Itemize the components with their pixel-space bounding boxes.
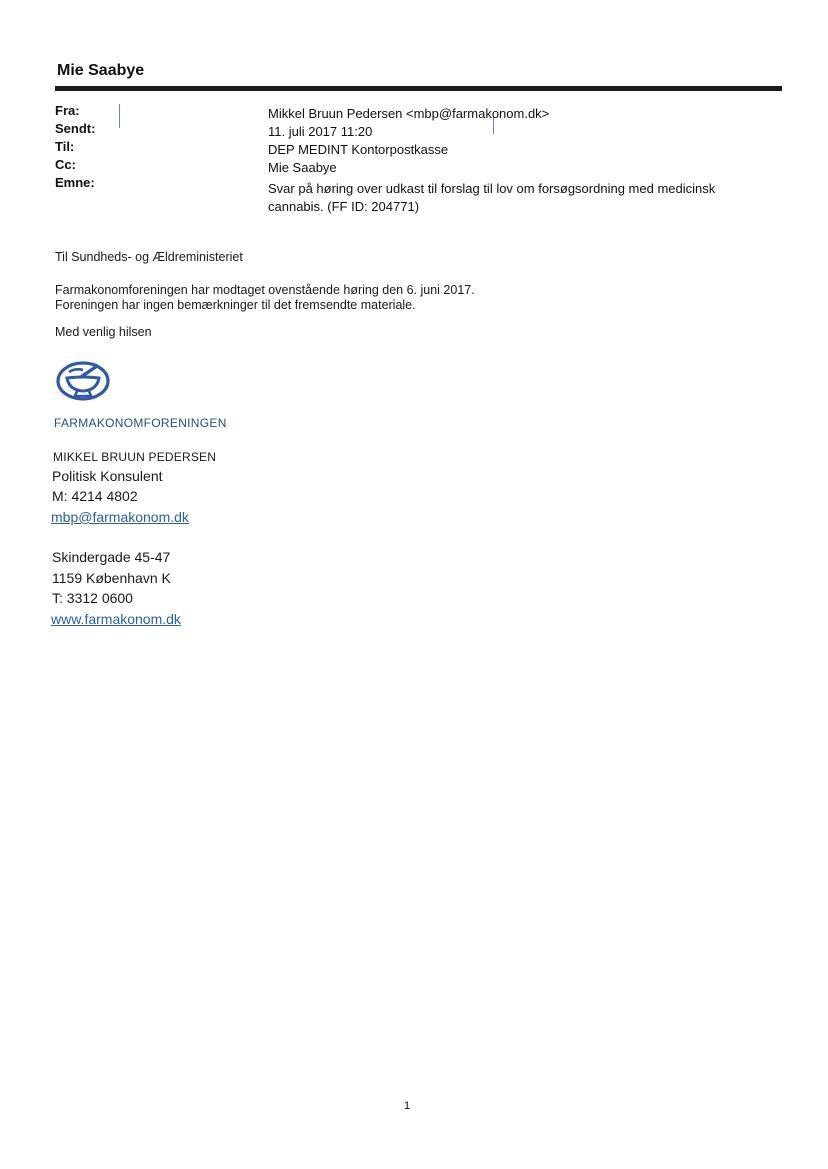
mailbox-owner-name: Mie Saabye (57, 62, 145, 79)
from-value: Mikkel Bruun Pedersen <mbp@farmakonom.dk> (268, 106, 550, 121)
sent-value: 11. juli 2017 11:20 (268, 124, 373, 139)
sent-label: Sendt: (55, 121, 96, 136)
greeting: Til Sundheds- og Ældreministeriet (55, 250, 243, 264)
to-label: Til: (55, 139, 75, 154)
signature-title: Politisk Konsulent (52, 468, 163, 484)
page-number: 1 (404, 1100, 411, 1112)
mortar-pestle-logo-icon (55, 360, 111, 402)
signature-email-link[interactable]: mbp@farmakonom.dk (51, 509, 189, 525)
scan-mark (119, 104, 120, 128)
to-value: DEP MEDINT Kontorpostkasse (268, 142, 449, 157)
header-rule (55, 86, 782, 91)
subject-value: Svar på høring over udkast til forslag til lov om forsøgsordning med medicinsk cannabis. (FF ID: 204771) (268, 181, 716, 214)
body-line-2: Foreningen har ingen bemærkninger til det fremsendte materiale. (55, 298, 416, 312)
signature-website-link[interactable]: www.farmakonom.dk (51, 611, 181, 627)
signature-organization: FARMAKONOMFORENINGEN (54, 416, 227, 430)
closing: Med venlig hilsen (55, 325, 152, 339)
signature-mobile: M: 4214 4802 (52, 488, 138, 504)
body-line-1: Farmakonomforeningen har modtaget ovenstående høring den 6. juni 2017. (55, 283, 475, 297)
from-label: Fra: (55, 103, 80, 118)
signature-street: Skindergade 45-47 (52, 549, 171, 565)
cc-label: Cc: (55, 157, 76, 172)
signature-name: MIKKEL BRUUN PEDERSEN (53, 450, 217, 464)
signature-phone: T: 3312 0600 (52, 590, 133, 606)
subject-label: Emne: (55, 175, 95, 190)
cc-value: Mie Saabye (268, 160, 337, 175)
signature-city: 1159 København K (52, 570, 171, 586)
